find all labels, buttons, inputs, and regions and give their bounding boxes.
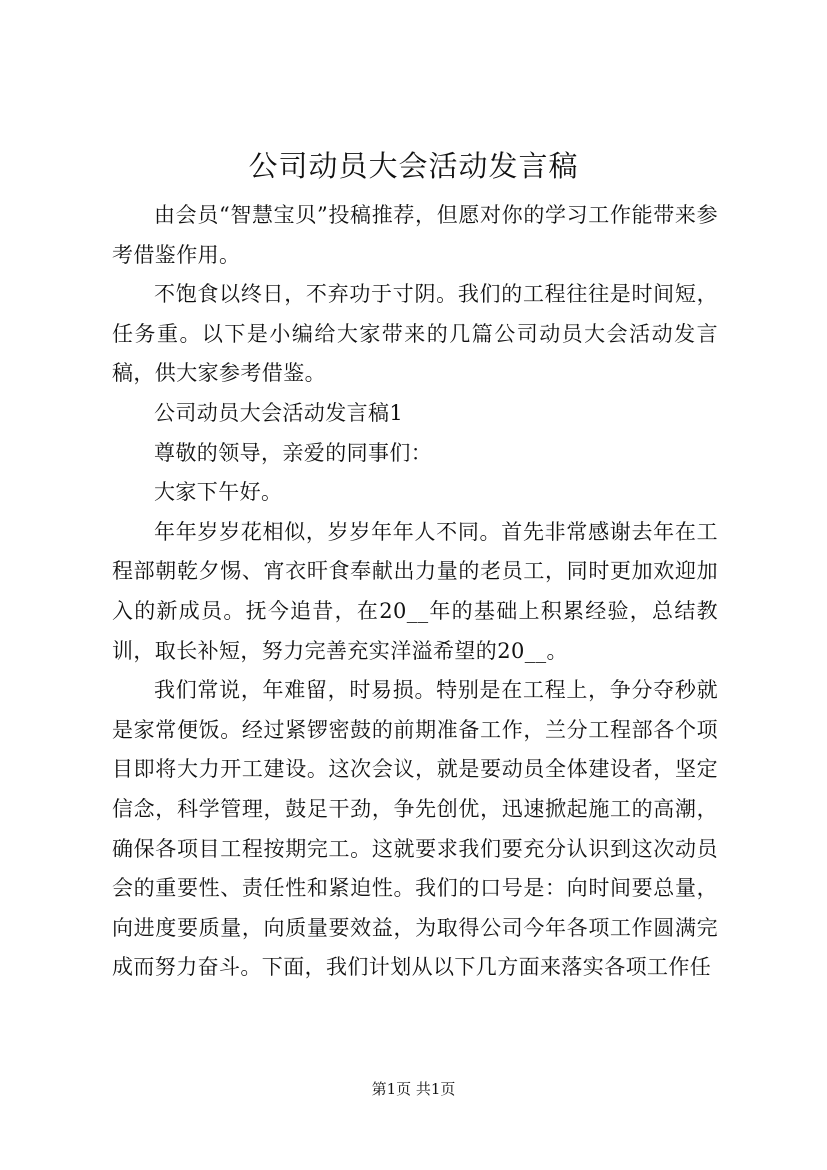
document-title: 公司动员大会活动发言稿: [248, 149, 579, 183]
preface-paragraph: 不饱食以终日，不弃功于寸阴。我们的工程往往是时间短，任务重。以下是小编给大家带来的几篇公司动员大会活动发言稿，供大家参考借鉴。: [112, 282, 718, 386]
body-paragraph: 年年岁岁花相似，岁岁年年人不同。首先非常感谢去年在工程部朝乾夕惕、宵衣旰食奉献出力量的老员工，同时更加欢迎加入的新成员。抚今追昔，在20__年的基础上积累经验，总结教训，取长补短，努力完善充实洋溢希望的20__。: [112, 519, 718, 663]
body-paragraph: 我们常说，年难留，时易损。特别是在工程上，争分夺秒就是家常便饭。经过紧锣密鼓的前期准备工作，兰分工程部各个项目即将大力开工建设。这次会议，就是要动员全体建设者，坚定信念，科学管理，鼓足干劲，争先创优，迅速掀起施工的高潮，确保各项目工程按期完工。这就要求我们要充分认识到这次动员会的重要性、责任性和紧迫性。我们的口号是：向时间要总量，向进度要质量，向质量要效益，为取得公司今年各项工作圆满完成而努力奋斗。下面，我们计划从以下几方面来落实各项工作任: [112, 678, 718, 980]
greeting: 大家下午好。: [154, 480, 283, 505]
intro-paragraph: 由会员“智慧宝贝”投稿推荐，但愿对你的学习工作能带来参考借鉴作用。: [112, 203, 718, 267]
salutation: 尊敬的领导，亲爱的同事们：: [154, 440, 433, 465]
page-number-footer: 第1页 共1页: [371, 1080, 456, 1098]
section-heading: 公司动员大会活动发言稿1: [154, 400, 404, 425]
document-body: [112, 196, 718, 988]
